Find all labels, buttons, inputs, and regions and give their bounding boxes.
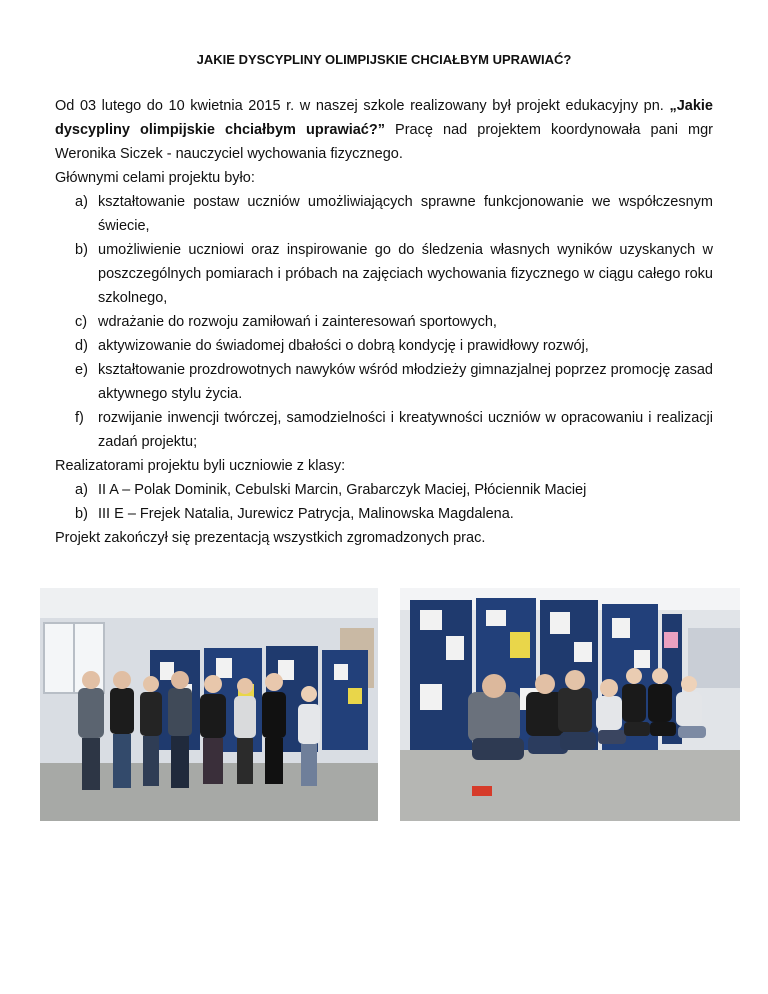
intro-paragraph	[55, 94, 713, 166]
realizer-marker: a)	[75, 482, 88, 498]
goal-item	[55, 334, 713, 358]
intro-text-1: Od 03 lutego do 10 kwietnia 2015 r. w naszej szkole realizowany był projekt edukacyjny pn.	[55, 98, 670, 114]
goal-item	[55, 310, 713, 334]
goals-heading: Głównymi celami projektu było:	[55, 170, 255, 186]
goal-item	[55, 358, 713, 406]
group-photo-kneeling	[400, 588, 740, 821]
goal-marker: e)	[75, 362, 88, 378]
realizer-item	[55, 502, 713, 526]
goal-text: wdrażanie do rozwoju zamiłowań i zainteresowań sportowych,	[98, 314, 497, 330]
photo-image-icon	[400, 588, 740, 821]
realizers-list	[55, 478, 713, 526]
goal-text: rozwijanie inwencji twórczej, samodzielności i kreatywności uczniów w opracowaniu i realizacji zadań projektu;	[98, 410, 713, 450]
goal-marker: c)	[75, 314, 88, 330]
goal-marker: f)	[75, 410, 84, 426]
goal-marker: d)	[75, 338, 88, 354]
realizer-text: II A – Polak Dominik, Cebulski Marcin, Grabarczyk Maciej, Płóciennik Maciej	[98, 482, 587, 498]
goal-marker: a)	[75, 194, 88, 210]
goals-list	[55, 190, 713, 454]
goal-item	[55, 406, 713, 454]
realizer-text: III E – Frejek Natalia, Jurewicz Patrycja, Malinowska Magdalena.	[98, 506, 514, 522]
realizers-heading: Realizatorami projektu byli uczniowie z klasy:	[55, 458, 346, 474]
goal-text: aktywizowanie do świadomej dbałości o dobrą kondycję i prawidłowy rozwój,	[98, 338, 589, 354]
realizer-marker: b)	[75, 506, 88, 522]
goal-text: kształtowanie postaw uczniów umożliwiających sprawne funkcjonowanie we współczesnym świecie,	[98, 194, 713, 234]
project-name: „Jakie dyscypliny olimpijskie chciałbym uprawiać?”	[55, 98, 713, 138]
closing-paragraph: Projekt zakończył się prezentacją wszystkich zgromadzonych prac.	[55, 530, 486, 546]
realizer-item	[55, 478, 713, 502]
goal-marker: b)	[75, 242, 88, 258]
goal-item	[55, 190, 713, 238]
photo-image-icon	[40, 588, 378, 821]
goal-text: kształtowanie prozdrowotnych nawyków wśród młodzieży gimnazjalnej poprzez promocję zasad aktywnego stylu życia.	[98, 362, 713, 402]
goal-text: umożliwienie uczniowi oraz inspirowanie go do śledzenia własnych wyników uzyskanych w poszczególnych pomiarach i próbach na zajęciach wychowania fizycznego w ciągu całego roku szkolnego,	[98, 242, 713, 306]
goal-item	[55, 238, 713, 310]
group-photo-standing	[40, 588, 378, 821]
intro-text-2: Pracę nad projektem koordynowała pani mgr Weronika Siczek - nauczyciel wychowania fizycznego.	[55, 122, 713, 162]
document-title: JAKIE DYSCYPLINY OLIMPIJSKIE CHCIAŁBYM UPRAWIAĆ?	[196, 52, 572, 67]
document-body	[55, 94, 713, 550]
